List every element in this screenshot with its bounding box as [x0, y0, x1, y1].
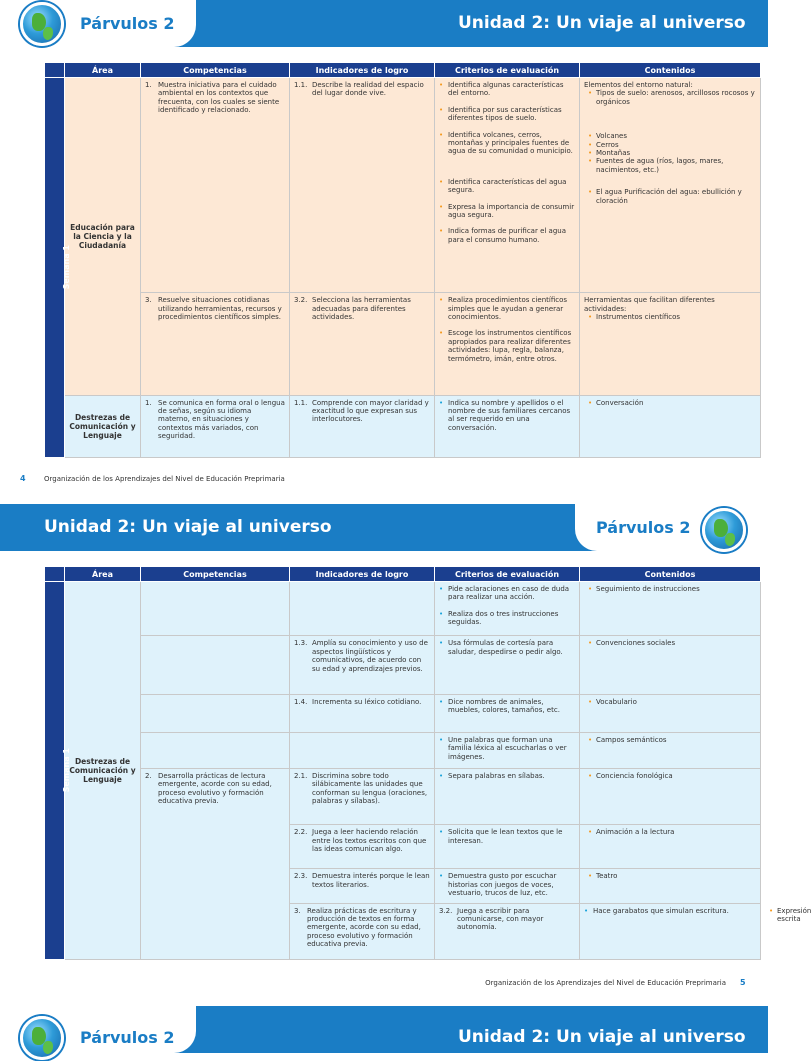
globe-logo-icon: [702, 508, 746, 552]
table-row: [45, 768, 761, 824]
criterios-cell: • Solicita que le lean textos que le interesan.: [435, 825, 580, 869]
contenidos-cell: Elementos del entorno natural: • Tipos de suelo: arenosos, arcillosos rocosos y orgánicos • Volcanes • Cerros • Montañas • Fuentes de agua (ríos, lagos, mares, nacimientos, etc.) • El agua Purificación del agua: ebullición y cloración: [580, 78, 761, 293]
header-indicadores: Indicadores de logro: [290, 567, 435, 582]
header-week: [45, 567, 65, 582]
table-row: [45, 395, 761, 457]
indicador-cell: 1.4. Incrementa su léxico cotidiano.: [290, 694, 435, 732]
table-row: [45, 636, 761, 694]
contenidos-cell: • Conciencia fonológica: [580, 768, 761, 824]
page3-unit-title: Unidad 2: Un viaje al universo: [458, 1027, 746, 1047]
header-competencias: Competencias: [141, 63, 290, 78]
competencia-cell: [141, 636, 290, 694]
indicador-cell: 1.1. Comprende con mayor claridad y exactitud lo que expresan sus interlocutores.: [290, 395, 435, 457]
indicador-cell: 3.2. Juega a escribir para comunicarse, con mayor autonomía.: [435, 903, 580, 959]
page1-brand-title: Párvulos 2: [80, 14, 175, 33]
criterios-cell: • Separa palabras en sílabas.: [435, 768, 580, 824]
header-contenidos: Contenidos: [580, 567, 761, 582]
page3-brand-title: Párvulos 2: [80, 1028, 175, 1047]
header-indicadores: Indicadores de logro: [290, 63, 435, 78]
globe-logo-icon: [20, 1016, 64, 1060]
page2-header-banner: [0, 504, 768, 551]
indicador-cell: 1.1. Describe la realidad del espacio del lugar donde vive.: [290, 78, 435, 293]
competencia-cell: 2. Desarrolla prácticas de lectura emergente, acorde con su edad, proceso evolutivo y formación educativa previa.: [141, 768, 290, 959]
criterios-cell: • Demuestra gusto por escuchar historias con juegos de voces, vestuario, trucos de luz, etc.: [435, 869, 580, 903]
page2-brand-title: Párvulos 2: [596, 518, 691, 537]
header-contenidos: Contenidos: [580, 63, 761, 78]
competencia-cell: [141, 694, 290, 732]
competencia-cell: [141, 732, 290, 768]
header-area: Área: [65, 63, 141, 78]
criterios-cell: • Usa fórmulas de cortesía para saludar, despedirse o pedir algo.: [435, 636, 580, 694]
page2-unit-title: Unidad 2: Un viaje al universo: [44, 517, 332, 537]
contenidos-cell: • Vocabulario: [580, 694, 761, 732]
criterios-cell: • Identifica algunas características del entorno. • Identifica por sus características diferentes tipos de suelo. • Identifica volcanes, cerros, montañas y principales fuentes de agua de su comunidad o municipio. • Identifica características del agua segura. • Expresa la importancia de consumir agua segura. • Indica formas de purificar el agua para el consumo humano.: [435, 78, 580, 293]
criterios-cell: • Hace garabatos que simulan escritura.: [580, 903, 761, 959]
contenidos-cell: • Conversación: [580, 395, 761, 457]
contenidos-cell: • Teatro: [580, 869, 761, 903]
indicador-cell: 3.2. Selecciona las herramientas adecuadas para diferentes actividades.: [290, 293, 435, 396]
area-lang: Destrezas de Comunicación y Lenguaje: [65, 395, 141, 457]
area-lang: Destrezas de Comunicación y Lenguaje: [65, 582, 141, 960]
page2-curriculum-table: [44, 566, 811, 960]
table-row: 3. Realiza prácticas de escritura y producción de textos en forma emergente, acorde con su edad, proceso evolutivo y formación educativa previa. 3.2. Juega a escribir para comunicarse, con mayor autonomía. • Hace garabatos que simulan escritura. • Expresión escrita: [45, 903, 761, 959]
table-row: [45, 694, 761, 732]
page1-curriculum-table: [44, 62, 761, 458]
competencia-cell: 3. Realiza prácticas de escritura y producción de textos en forma emergente, acorde con su edad, proceso evolutivo y formación educativa previa.: [290, 903, 435, 959]
table-row: [45, 293, 761, 396]
page1-footer: Organización de los Aprendizajes del Nivel de Educación Preprimaria: [44, 475, 285, 483]
competencia-cell: 1. Se comunica en forma oral o lengua de señas, según su idioma materno, en situaciones y contextos más variados, con seguridad.: [141, 395, 290, 457]
page3-header-banner: [0, 1006, 768, 1053]
indicador-cell: 1.3. Amplía su conocimiento y uso de aspectos lingüísticos y comunicativos, de acuerdo con su edad y aprendizajes previos.: [290, 636, 435, 694]
header-area: Área: [65, 567, 141, 582]
page2-footer: Organización de los Aprendizajes del Nivel de Educación Preprimaria: [485, 979, 726, 987]
indicador-cell: [290, 732, 435, 768]
header-week: [45, 63, 65, 78]
criterios-cell: • Indica su nombre y apellidos o el nombre de sus familiares cercanos al ser requerido en una conversación.: [435, 395, 580, 457]
indicador-cell: 2.3. Demuestra interés porque le lean textos literarios.: [290, 869, 435, 903]
globe-logo-icon: [20, 2, 64, 46]
page1-number: 4: [20, 474, 26, 483]
table-row: [45, 732, 761, 768]
contenidos-cell: • Convenciones sociales: [580, 636, 761, 694]
area-science: Educación para la Ciencia y la Ciudadanía: [65, 78, 141, 396]
criterios-cell: • Dice nombres de animales, muebles, colores, tamaños, etc.: [435, 694, 580, 732]
table-header-row: [45, 567, 761, 582]
week-label: Semana 1: [45, 78, 65, 458]
header-competencias: Competencias: [141, 567, 290, 582]
contenidos-cell: • Seguimiento de instrucciones: [580, 582, 761, 636]
criterios-cell: • Realiza procedimientos científicos simples que le ayudan a generar conocimientos. • Escoge los instrumentos científicos apropiados para realizar diferentes actividades: lupa, regla, balanza, termómetro, imán, entre otros.: [435, 293, 580, 396]
table-row: [45, 78, 761, 293]
page1-header-banner: [0, 0, 768, 47]
contenidos-cell: Herramientas que facilitan diferentes actividades: • Instrumentos científicos: [580, 293, 761, 396]
week-label: Semana 1: [45, 582, 65, 960]
indicador-cell: 2.2. Juega a leer haciendo relación entre los textos escritos con que las ideas comunican algo.: [290, 825, 435, 869]
indicador-cell: 2.1. Discrimina sobre todo silábicamente las unidades que conforman su lengua (oraciones, palabras y sílabas).: [290, 768, 435, 824]
contenidos-cell: • Animación a la lectura: [580, 825, 761, 869]
contenidos-cell: • Campos semánticos: [580, 732, 761, 768]
page2-number: 5: [740, 978, 746, 987]
header-criterios: Criterios de evaluación: [435, 567, 580, 582]
competencia-cell: [141, 582, 290, 636]
criterios-cell: • Pide aclaraciones en caso de duda para realizar una acción. • Realiza dos o tres instrucciones seguidas.: [435, 582, 580, 636]
competencia-cell: 1. Muestra iniciativa para el cuidado ambiental en los contextos que frecuenta, con los cuales se siente identificado y relacionado.: [141, 78, 290, 293]
header-criterios: Criterios de evaluación: [435, 63, 580, 78]
competencia-cell: 3. Resuelve situaciones cotidianas utilizando herramientas, recursos y procedimientos científicos simples.: [141, 293, 290, 396]
table-row: [45, 582, 761, 636]
criterios-cell: • Une palabras que forman una familia léxica al escucharlas o ver imágenes.: [435, 732, 580, 768]
page1-unit-title: Unidad 2: Un viaje al universo: [458, 13, 746, 33]
table-header-row: [45, 63, 761, 78]
indicador-cell: [290, 582, 435, 636]
